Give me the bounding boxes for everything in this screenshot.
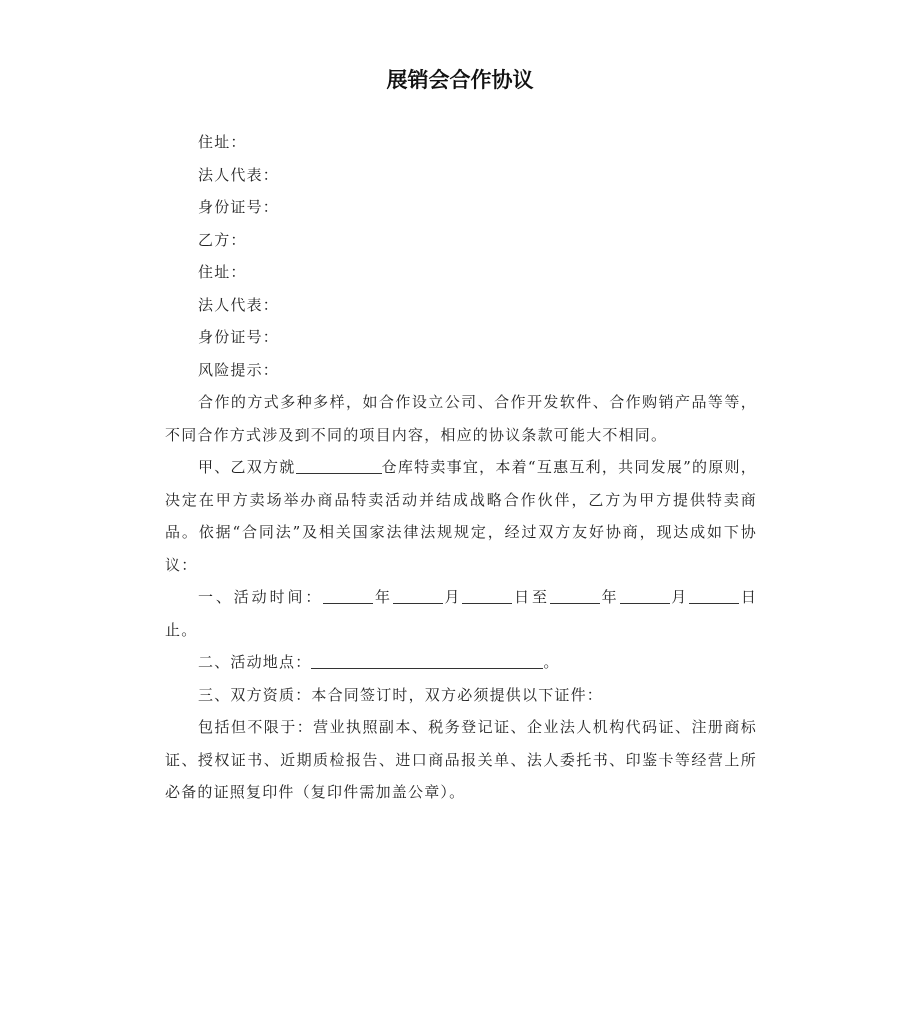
intro-paragraph (165, 451, 757, 581)
party-b-legal-rep: 法人代表： (198, 295, 280, 314)
intro-before-blank: 甲、乙双方就 (198, 458, 296, 476)
end-year-unit: 年 (599, 588, 620, 606)
risk-paragraph: 合作的方式多种多样，如合作设立公司、合作开发软件、合作购销产品等等，不同合作方式涉及到不同的项目内容，相应的协议条款可能大不相同。 (165, 393, 757, 444)
end-year-blank (550, 585, 600, 604)
party-a-address: 住址： (198, 133, 247, 151)
end-month-unit: 月 (669, 588, 690, 606)
clause2-label: 二、活动地点： (198, 653, 312, 671)
start-day-unit: 日至 (512, 588, 550, 606)
warehouse-name-blank (296, 455, 382, 474)
clause2-end: 。 (543, 653, 560, 671)
party-a-id-number: 身份证号： (198, 198, 280, 216)
party-b-id-number: 身份证号： (198, 328, 280, 346)
start-year-unit: 年 (373, 588, 393, 606)
risk-heading: 风险提示： (198, 360, 280, 379)
document-body (165, 126, 757, 809)
clause-activity-time (165, 581, 757, 646)
clause-qualifications: 三、双方资质：本合同签订时，双方必须提供以下证件： (198, 685, 604, 704)
start-month-unit: 月 (442, 588, 463, 606)
start-month-blank (393, 585, 443, 604)
location-blank (311, 650, 543, 669)
required-documents-paragraph: 包括但不限于：营业执照副本、税务登记证、企业法人机构代码证、注册商标证、授权证书、近期质检报告、进口商品报关单、法人委托书、印鉴卡等经营上所必备的证照复印件（复印件需加盖公章）。 (165, 718, 757, 801)
party-a-legal-rep: 法人代表： (198, 165, 280, 184)
end-month-blank (620, 585, 670, 604)
party-b-address: 住址： (198, 263, 247, 281)
document-title: 展销会合作协议 (386, 68, 534, 92)
start-year-blank (323, 585, 373, 604)
intro-after-blank: 仓库特卖事宜，本着“互惠互利，共同发展”的原则，决定在甲方卖场举办商品特卖活动并结成战略合作伙伴，乙方为甲方提供特卖商品。依据“合同法”及相关国家法律法规规定，经过双方友好协商，现达成如下协议： (165, 458, 758, 574)
end-day-unit: 日止。 (165, 588, 758, 639)
end-day-blank (689, 585, 739, 604)
clause1-label: 一、活动时间： (198, 588, 324, 606)
clause-activity-location (165, 646, 757, 679)
start-day-blank (462, 585, 512, 604)
party-b-label: 乙方： (198, 230, 247, 249)
